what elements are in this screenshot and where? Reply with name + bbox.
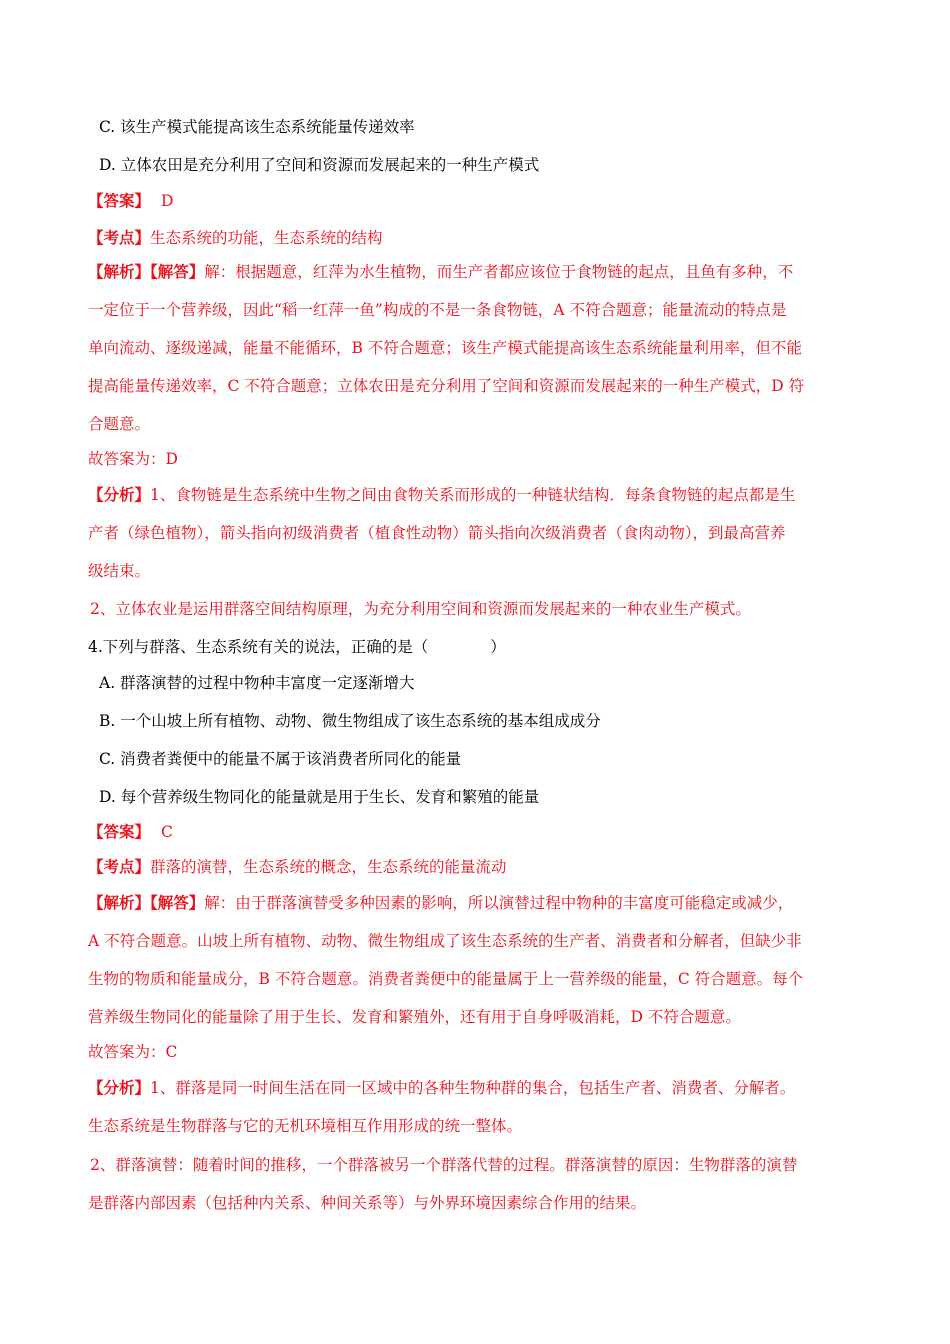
q3-fenxi-2: 2、立体农业是运用群落空间结构原理，为充分利用空间和资源而发展起来的一种农业生产模式。	[90, 600, 751, 618]
q3-answer	[88, 191, 868, 211]
q3-jiexi-line-2: 一定位于一个营养级，因此“稻一红萍一鱼”构成的不是一条食物链，A 不符合题意；能量流动的特点是	[88, 301, 787, 319]
q3-fenxi-line-1	[88, 485, 868, 505]
answer-value: D	[160, 192, 174, 210]
fenxi-text: 1、食物链是生态系统中生物之间由食物关系而形成的一种链状结构．每条食物链的起点都是生	[150, 486, 796, 504]
answer-value: C	[160, 823, 173, 841]
q4-option-a: A. 群落演替的过程中物种丰富度一定逐渐增大	[99, 674, 415, 692]
q4-option-c: C. 消费者粪便中的能量不属于该消费者所同化的能量	[99, 750, 462, 768]
kaodian-text: 群落的演替，生态系统的概念，生态系统的能量流动	[150, 858, 507, 876]
jiexi-label: 【解析】【解答】	[88, 893, 205, 912]
jiexi-text: 解：根据题意，红萍为水生植物，而生产者都应该位于食物链的起点，且鱼有多种，不	[204, 263, 794, 281]
q3-option-c: C. 该生产模式能提高该生态系统能量传递效率	[99, 118, 415, 136]
q4-option-b: B. 一个山坡上所有植物、动物、微生物组成了该生态系统的基本组成成分	[99, 712, 601, 730]
fenxi-text: 1、群落是同一时间生活在同一区域中的各种生物种群的集合，包括生产者、消费者、分解者。	[150, 1079, 796, 1097]
fenxi-label: 【分析】	[88, 485, 151, 504]
q3-jiexi-line-1	[88, 262, 868, 282]
kaodian-label: 【考点】	[88, 857, 151, 876]
answer-label: 【答案】	[88, 822, 151, 841]
q4-fenxi-2-line-2: 是群落内部因素（包括种内关系、种间关系等）与外界环境因素综合作用的结果。	[88, 1194, 647, 1212]
kaodian-text: 生态系统的功能，生态系统的结构	[150, 229, 383, 247]
q3-fenxi-line-2: 产者（绿色植物），箭头指向初级消费者（植食性动物）箭头指向次级消费者（食肉动物），到最高营养	[88, 524, 786, 542]
q4-jiexi-line-4: 营养级生物同化的能量除了用于生长、发育和繁殖外，还有用于自身呼吸消耗，D 不符合题意。	[88, 1008, 741, 1026]
q3-jiexi-line-3: 单向流动、逐级递减，能量不能循环，B 不符合题意；该生产模式能提高该生态系统能量利用率，但不能	[88, 339, 802, 357]
q4-jiexi-line-2: A 不符合题意。山坡上所有植物、动物、微生物组成了该生态系统的生产者、消费者和分解者，但缺少非	[88, 932, 802, 950]
q3-fenxi-line-3: 级结束。	[88, 562, 151, 580]
q4-kaodian	[88, 857, 868, 877]
jiexi-label: 【解析】【解答】	[88, 262, 205, 281]
q3-option-d: D. 立体农田是充分利用了空间和资源而发展起来的一种生产模式	[99, 156, 540, 174]
q4-stem: 4.下列与群落、生态系统有关的说法，正确的是（ ）	[88, 638, 506, 656]
jiexi-text: 解：由于群落演替受多种因素的影响，所以演替过程中物种的丰富度可能稳定或减少，	[204, 894, 794, 912]
q4-jiexi-line-3: 生物的物质和能量成分，B 不符合题意。消费者粪便中的能量属于上一营养级的能量，C 符合题意。每个	[88, 970, 804, 988]
fenxi-label: 【分析】	[88, 1078, 151, 1097]
answer-label: 【答案】	[88, 191, 151, 210]
q3-jiexi-line-4: 提高能量传递效率，C 不符合题意；立体农田是充分利用了空间和资源而发展起来的一种生产模式，D 符	[88, 377, 805, 395]
q4-jiexi-line-1	[88, 893, 868, 913]
q3-jiexi-line-5: 合题意。	[88, 415, 151, 433]
q3-final-answer: 故答案为：D	[88, 450, 178, 468]
kaodian-label: 【考点】	[88, 228, 151, 247]
q4-option-d: D. 每个营养级生物同化的能量就是用于生长、发育和繁殖的能量	[99, 788, 540, 806]
q4-fenxi-line-2: 生态系统是生物群落与它的无机环境相互作用形成的统一整体。	[88, 1117, 523, 1135]
q4-final-answer: 故答案为：C	[88, 1043, 178, 1061]
q4-answer	[88, 822, 868, 842]
q4-fenxi-2-line-1: 2、群落演替：随着时间的推移，一个群落被另一个群落代替的过程。群落演替的原因：生物群落的演替	[90, 1156, 798, 1174]
q4-fenxi-line-1	[88, 1078, 868, 1098]
q3-kaodian	[88, 228, 868, 248]
